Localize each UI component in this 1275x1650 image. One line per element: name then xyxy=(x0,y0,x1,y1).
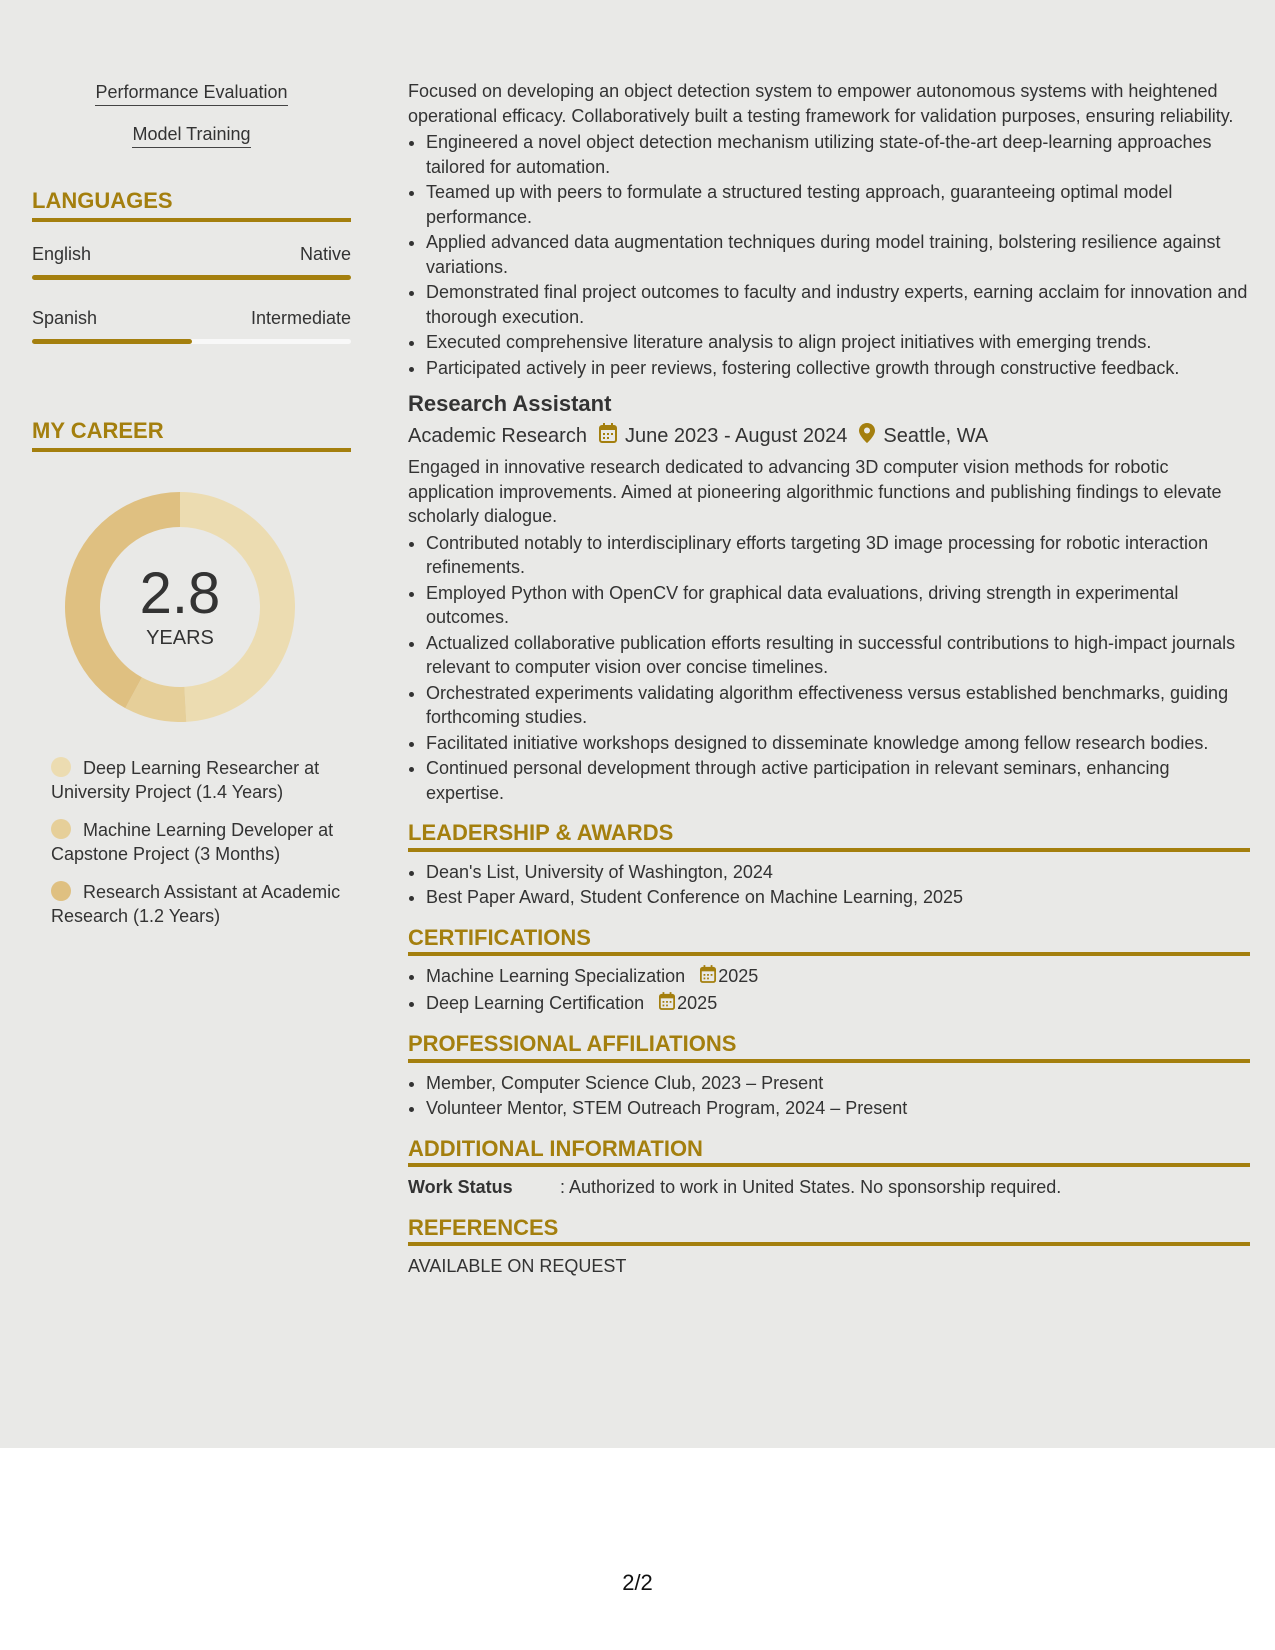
bullet-item: • Contributed notably to interdisciplinary efforts targeting 3D image processing for robotic interaction refinements. xyxy=(426,531,1250,580)
job-dates: June 2023 - August 2024 xyxy=(624,424,848,447)
language-level: Native xyxy=(299,244,351,264)
language-item-spanish xyxy=(32,308,351,344)
calendar-icon xyxy=(700,965,716,990)
career-legend xyxy=(32,756,351,928)
calendar-icon xyxy=(659,992,675,1017)
job-summary: Engaged in innovative research dedicated to advancing 3D computer vision methods for robotic application improvements. Aimed at pioneering algorithmic functions and publishing findings to elevate scholarly dialogue. xyxy=(408,457,1222,526)
language-name: English xyxy=(32,244,92,264)
leadership-heading: LEADERSHIP & AWARDS xyxy=(408,821,1250,852)
language-level: Intermediate xyxy=(250,308,351,328)
legend-color-dot xyxy=(51,819,71,839)
affiliation-item: • Member, Computer Science Club, 2023 – Present xyxy=(426,1071,1250,1096)
job-title: Research Assistant xyxy=(408,391,612,416)
legend-color-dot xyxy=(51,757,71,777)
project-summary: Focused on developing an object detection system to empower autonomous systems with heightened operational efficacy. Collaboratively built a testing framework for validation purposes, ensuring reliability. xyxy=(408,81,1234,126)
references-text: AVAILABLE ON REQUEST xyxy=(408,1256,627,1276)
job-meta xyxy=(408,423,1250,450)
leadership-item: • Best Paper Award, Student Conference on Machine Learning, 2025 xyxy=(426,885,1250,910)
legend-label: Research Assistant at Academic Research (1.2 Years) xyxy=(51,882,341,926)
career-legend-item xyxy=(51,818,341,866)
left-column xyxy=(32,82,351,942)
work-status-label: Work Status xyxy=(408,1177,513,1197)
career-legend-item xyxy=(51,756,341,804)
certification-item xyxy=(426,964,1250,990)
affiliations-list xyxy=(426,1071,1250,1121)
page-number: 2/2 xyxy=(622,1570,653,1595)
language-item-english xyxy=(32,244,351,280)
skill-label: Model Training xyxy=(132,124,250,148)
location-pin-icon xyxy=(859,423,875,450)
skill-link-performance-evaluation[interactable] xyxy=(32,82,351,106)
job-location: Seattle, WA xyxy=(883,424,989,447)
right-column xyxy=(408,79,1250,1279)
bullet-item: • Employed Python with OpenCV for graphical data evaluations, driving strength in experimental outcomes. xyxy=(426,581,1250,630)
legend-label: Machine Learning Developer at Capstone Project (3 Months) xyxy=(51,820,334,864)
bullet-item: • Teamed up with peers to formulate a structured testing approach, guaranteeing optimal model performance. xyxy=(426,180,1250,229)
affiliation-item: • Volunteer Mentor, STEM Outreach Program, 2024 – Present xyxy=(426,1096,1250,1121)
language-proficiency-bar xyxy=(32,339,351,344)
job-bullets xyxy=(426,531,1250,806)
language-proficiency-fill xyxy=(32,275,351,280)
certification-item xyxy=(426,991,1250,1017)
calendar-icon xyxy=(599,423,617,450)
project-bullets xyxy=(426,130,1250,380)
leadership-list xyxy=(426,860,1250,910)
certification-name: Machine Learning Specialization xyxy=(426,966,686,986)
legend-color-dot xyxy=(51,881,71,901)
certification-year: 2025 xyxy=(718,966,759,986)
work-status-row xyxy=(408,1175,1250,1200)
language-name: Spanish xyxy=(32,308,98,328)
certification-year: 2025 xyxy=(677,992,718,1013)
language-proficiency-bar xyxy=(32,275,351,280)
references-heading: REFERENCES xyxy=(408,1216,1250,1247)
bullet-item: • Participated actively in peer reviews, fostering collective growth through constructive feedback. xyxy=(426,356,1250,381)
certification-name: Deep Learning Certification xyxy=(426,992,645,1013)
bullet-item: • Orchestrated experiments validating algorithm effectiveness versus established benchmarks, guiding forthcoming studies. xyxy=(426,681,1250,730)
career-heading: MY CAREER xyxy=(32,418,351,452)
bullet-item: • Engineered a novel object detection mechanism utilizing state-of-the-art deep-learning approaches tailored for automation. xyxy=(426,130,1250,179)
job-organization: Academic Research xyxy=(408,424,587,447)
work-status-value: : Authorized to work in United States. No sponsorship required. xyxy=(560,1177,1062,1197)
bullet-item: • Continued personal development through active participation in relevant seminars, enhancing expertise. xyxy=(426,756,1250,805)
bullet-item: • Actualized collaborative publication efforts resulting in successful contributions to high-impact journals relevant to computer vision over concise timelines. xyxy=(426,631,1250,680)
skill-label: Performance Evaluation xyxy=(95,82,287,106)
career-total-unit: YEARS xyxy=(146,626,214,649)
languages-heading: LANGUAGES xyxy=(32,188,351,222)
leadership-item: • Dean's List, University of Washington, 2024 xyxy=(426,860,1250,885)
additional-info-heading: ADDITIONAL INFORMATION xyxy=(408,1137,1250,1168)
bullet-item: • Demonstrated final project outcomes to faculty and industry experts, earning acclaim for innovation and thorough execution. xyxy=(426,280,1250,329)
bullet-item: • Facilitated initiative workshops designed to disseminate knowledge among fellow research bodies. xyxy=(426,731,1250,756)
language-proficiency-fill xyxy=(32,339,192,344)
bullet-item: • Executed comprehensive literature analysis to align project initiatives with emerging trends. xyxy=(426,330,1250,355)
certifications-list xyxy=(426,964,1250,1016)
certifications-heading: CERTIFICATIONS xyxy=(408,926,1250,957)
career-legend-item xyxy=(51,880,341,928)
career-donut-chart xyxy=(65,492,295,722)
bullet-item: • Applied advanced data augmentation techniques during model training, bolstering resilience against variations. xyxy=(426,230,1250,279)
skill-link-model-training[interactable] xyxy=(32,124,351,148)
legend-label: Deep Learning Researcher at University Project (1.4 Years) xyxy=(51,758,320,802)
affiliations-heading: PROFESSIONAL AFFILIATIONS xyxy=(408,1032,1250,1063)
career-total-years: 2.8 xyxy=(139,560,221,626)
